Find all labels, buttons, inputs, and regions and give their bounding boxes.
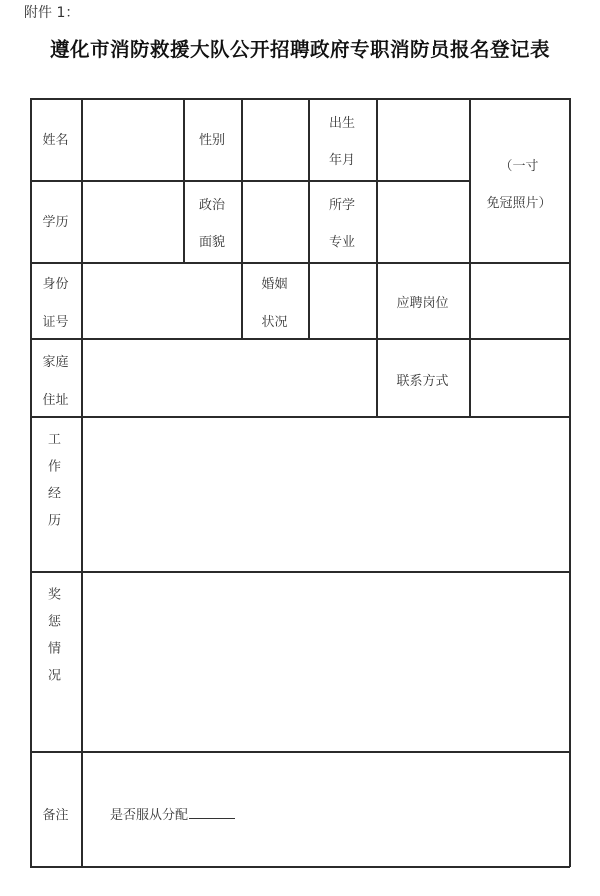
- column-divider: [376, 262, 378, 416]
- major-label-line2: 专业: [328, 235, 355, 250]
- photo-placeholder-line1: （一寸: [499, 159, 539, 174]
- allocation-answer-blank[interactable]: [189, 817, 235, 819]
- allocation-question: [110, 809, 235, 822]
- birth-label-line1: 出生: [328, 116, 355, 131]
- row-divider: [30, 751, 570, 753]
- marital-status-field[interactable]: [310, 264, 375, 337]
- marital-status-label-line1: 婚姻: [261, 277, 288, 292]
- applied-position-label: 应聘岗位: [396, 296, 449, 311]
- table-border-bottom: [30, 866, 570, 868]
- rewards-punishments-field[interactable]: [83, 573, 568, 750]
- form-title: 遵化市消防救援大队公开招聘政府专职消防员报名登记表: [49, 38, 550, 61]
- name-field[interactable]: [83, 100, 182, 179]
- id-number-field[interactable]: [83, 264, 240, 337]
- work-history-label: 工作经历: [45, 432, 60, 540]
- education-field[interactable]: [83, 182, 182, 261]
- home-address-label-line1: 家庭: [42, 355, 69, 370]
- table-border-right: [569, 98, 571, 867]
- major-field[interactable]: [378, 182, 468, 261]
- attachment-label: 附件 1：: [24, 5, 80, 21]
- home-address-label-line2: 住址: [42, 393, 69, 408]
- education-label: 学历: [42, 215, 69, 230]
- birth-date-field[interactable]: [378, 100, 468, 179]
- id-number-label-line1: 身份: [42, 277, 69, 292]
- allocation-question-text: 是否服从分配: [110, 808, 189, 823]
- id-number-label-line2: 证号: [42, 315, 69, 330]
- rewards-punishments-label: 奖惩情况: [45, 587, 60, 695]
- gender-field[interactable]: [243, 100, 307, 179]
- contact-label: 联系方式: [396, 374, 449, 389]
- political-status-field[interactable]: [243, 182, 307, 261]
- marital-status-label-line2: 状况: [261, 315, 288, 330]
- political-status-label-line1: 政治: [198, 198, 225, 213]
- remarks-label: 备注: [42, 808, 69, 823]
- name-label: 姓名: [42, 133, 69, 148]
- home-address-field[interactable]: [83, 340, 375, 415]
- political-status-label-line2: 面貌: [198, 235, 225, 250]
- work-history-field[interactable]: [83, 418, 568, 570]
- gender-label: 性别: [198, 133, 225, 148]
- major-label-line1: 所学: [328, 198, 355, 213]
- birth-label-line2: 年月: [328, 153, 355, 168]
- contact-field[interactable]: [471, 340, 568, 415]
- applied-position-field[interactable]: [471, 264, 568, 337]
- photo-placeholder-line2: 免冠照片）: [486, 196, 552, 211]
- table-border-left: [30, 98, 32, 867]
